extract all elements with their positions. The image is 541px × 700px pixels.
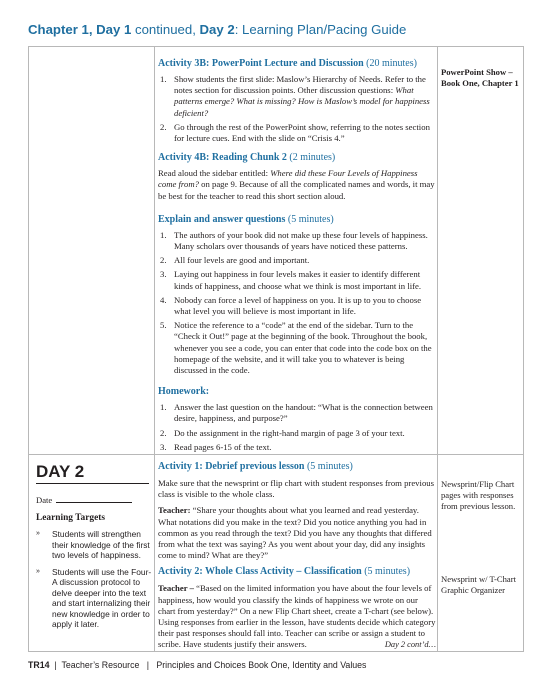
day2-label: DAY 2 [36, 462, 85, 481]
activity-3b-heading: Activity 3B: PowerPoint Lecture and Discussion (20 minutes) [158, 58, 417, 69]
day2-materials-1: Newsprint/Flip Chart pages with responses from previous lesson. [441, 479, 516, 511]
list-item: 1. Answer the last question on the handout: “What is the connection between desire, happiness, and purpose?” [160, 402, 433, 424]
learning-targets-title: Learning Targets [36, 513, 106, 523]
list-item: 1. Show students the first slide: Maslow’s Hierarchy of Needs. Refer to the notes section for discussion points. Other discussion questions: What patterns emerge? What is missing? How is Maslow’s model for happiness deficient? [160, 74, 430, 118]
list-item: 1. The authors of your book did not make up these four levels of happiness. Many scholars over thousands of years have noticed these patterns. [160, 229, 428, 252]
header-continued: continued, [131, 22, 200, 37]
activity-2-heading: Activity 2: Whole Class Activity – Classification (5 minutes) [158, 566, 411, 578]
activity-3b-list [158, 74, 436, 144]
list-item: 2. Do the assignment in the right-hand margin of page 3 of your text. [160, 427, 405, 438]
list-item: » Students will use the Four-A discussion protocol to delve deeper into the text and start internalizing their new knowledge in order to apply it later. [36, 566, 152, 629]
footer-resource: Teacher’s Resource [61, 660, 140, 670]
day1-materials: PowerPoint Show – Book One, Chapter 1 [441, 67, 519, 88]
day2-materials-2: Newsprint w/ T-Chart Graphic Organizer [441, 574, 516, 595]
header-day: Day 2 [199, 22, 235, 37]
list-item: 3. Laying out happiness in four levels makes it easier to identify different kinds of happiness, and choose what we think is most important in life. [160, 269, 422, 291]
continued-note: Day 2 cont’d… [384, 639, 436, 649]
footer-separator: | [51, 660, 60, 670]
footer-page-number: TR14 [28, 660, 50, 670]
learning-targets-list [36, 529, 152, 636]
footer-separator: | [141, 660, 154, 670]
day2-activities [158, 461, 436, 661]
page-footer [28, 660, 366, 670]
date-field[interactable] [36, 494, 132, 505]
date-label: Date [36, 495, 53, 505]
list-item: 2. All four levels are good and important. [160, 255, 310, 266]
homework-heading: Homework: [158, 386, 210, 398]
list-item: 3. Read pages 6-15 of the text. [160, 441, 272, 452]
list-item: 4. Nobody can force a level of happiness on you. It is up to you to choose what level you will believe is most important in life. [160, 294, 422, 317]
bullet-icon: » [36, 567, 40, 575]
bullet-icon: » [36, 530, 40, 537]
activity-2-text: Teacher – “Based on the limited information you have about the four levels of happiness, how would you classify the kinds of happiness we wrote on our chart from yesterday?” On a new Flip Chart sheet, create a T-chart (see below). Using responses from earlier in the lesson, have students decide which category their past responses should fall into. Teacher can scribe or assign a student to scribe. Have students justify their answers. [158, 583, 436, 650]
pacing-guide-table [28, 46, 524, 652]
activity-4b-text: Read aloud the sidebar entitled: Where did these Four Levels of Happiness come from? on page 9. Because of all the complicated names and words, it may be best for the teacher to read this short section aloud. [158, 168, 435, 201]
page-header [28, 22, 528, 37]
header-chapter: Chapter 1, Day 1 [28, 22, 132, 37]
day2-rule [36, 483, 149, 484]
explain-list [158, 230, 436, 376]
activity-1-teacher-text: Teacher: “Share your thoughts about what you learned and read yesterday. What notations did you make in the text? Did you notice anything you had in common as you read through the text? Did you have any thoughts that differed from what the text was saying? As you went about your day, did any insights come to mind? What are they?” [158, 505, 432, 561]
list-item: 2. Go through the rest of the PowerPoint show, referring to the notes section for lecture cues. End with the slide on “Crisis 4.” [160, 121, 430, 144]
activity-4b-heading: Activity 4B: Reading Chunk 2 (2 minutes) [158, 152, 336, 164]
explain-heading: Explain and answer questions (5 minutes) [158, 213, 334, 225]
day1-activities [158, 58, 436, 456]
footer-book-title: Principles and Choices Book One, Identity and Values [156, 660, 367, 670]
column-divider-right [437, 47, 438, 651]
activity-1-text: Make sure that the newsprint or flip chart with student responses from previous class is visible to the whole class. [158, 478, 435, 500]
list-item: » Students will strengthen their knowledge of the first two levels of happiness. [36, 529, 150, 560]
activity-1-heading: Activity 1: Debrief previous lesson (5 minutes) [158, 461, 353, 472]
header-subtitle: : Learning Plan/Pacing Guide [234, 22, 407, 37]
list-item: 5. Notice the reference to a “code” at the end of the sidebar. Turn to the “Check it Out!” page at the beginning of the book. Throughout the book, whenever you see a code, you can enter that code into the code box on the homepage of the website, and it will take you to whatever is being discussed in the code. [160, 320, 432, 376]
column-divider-left [154, 47, 155, 651]
date-blank-line [56, 494, 132, 503]
homework-list [158, 402, 436, 453]
